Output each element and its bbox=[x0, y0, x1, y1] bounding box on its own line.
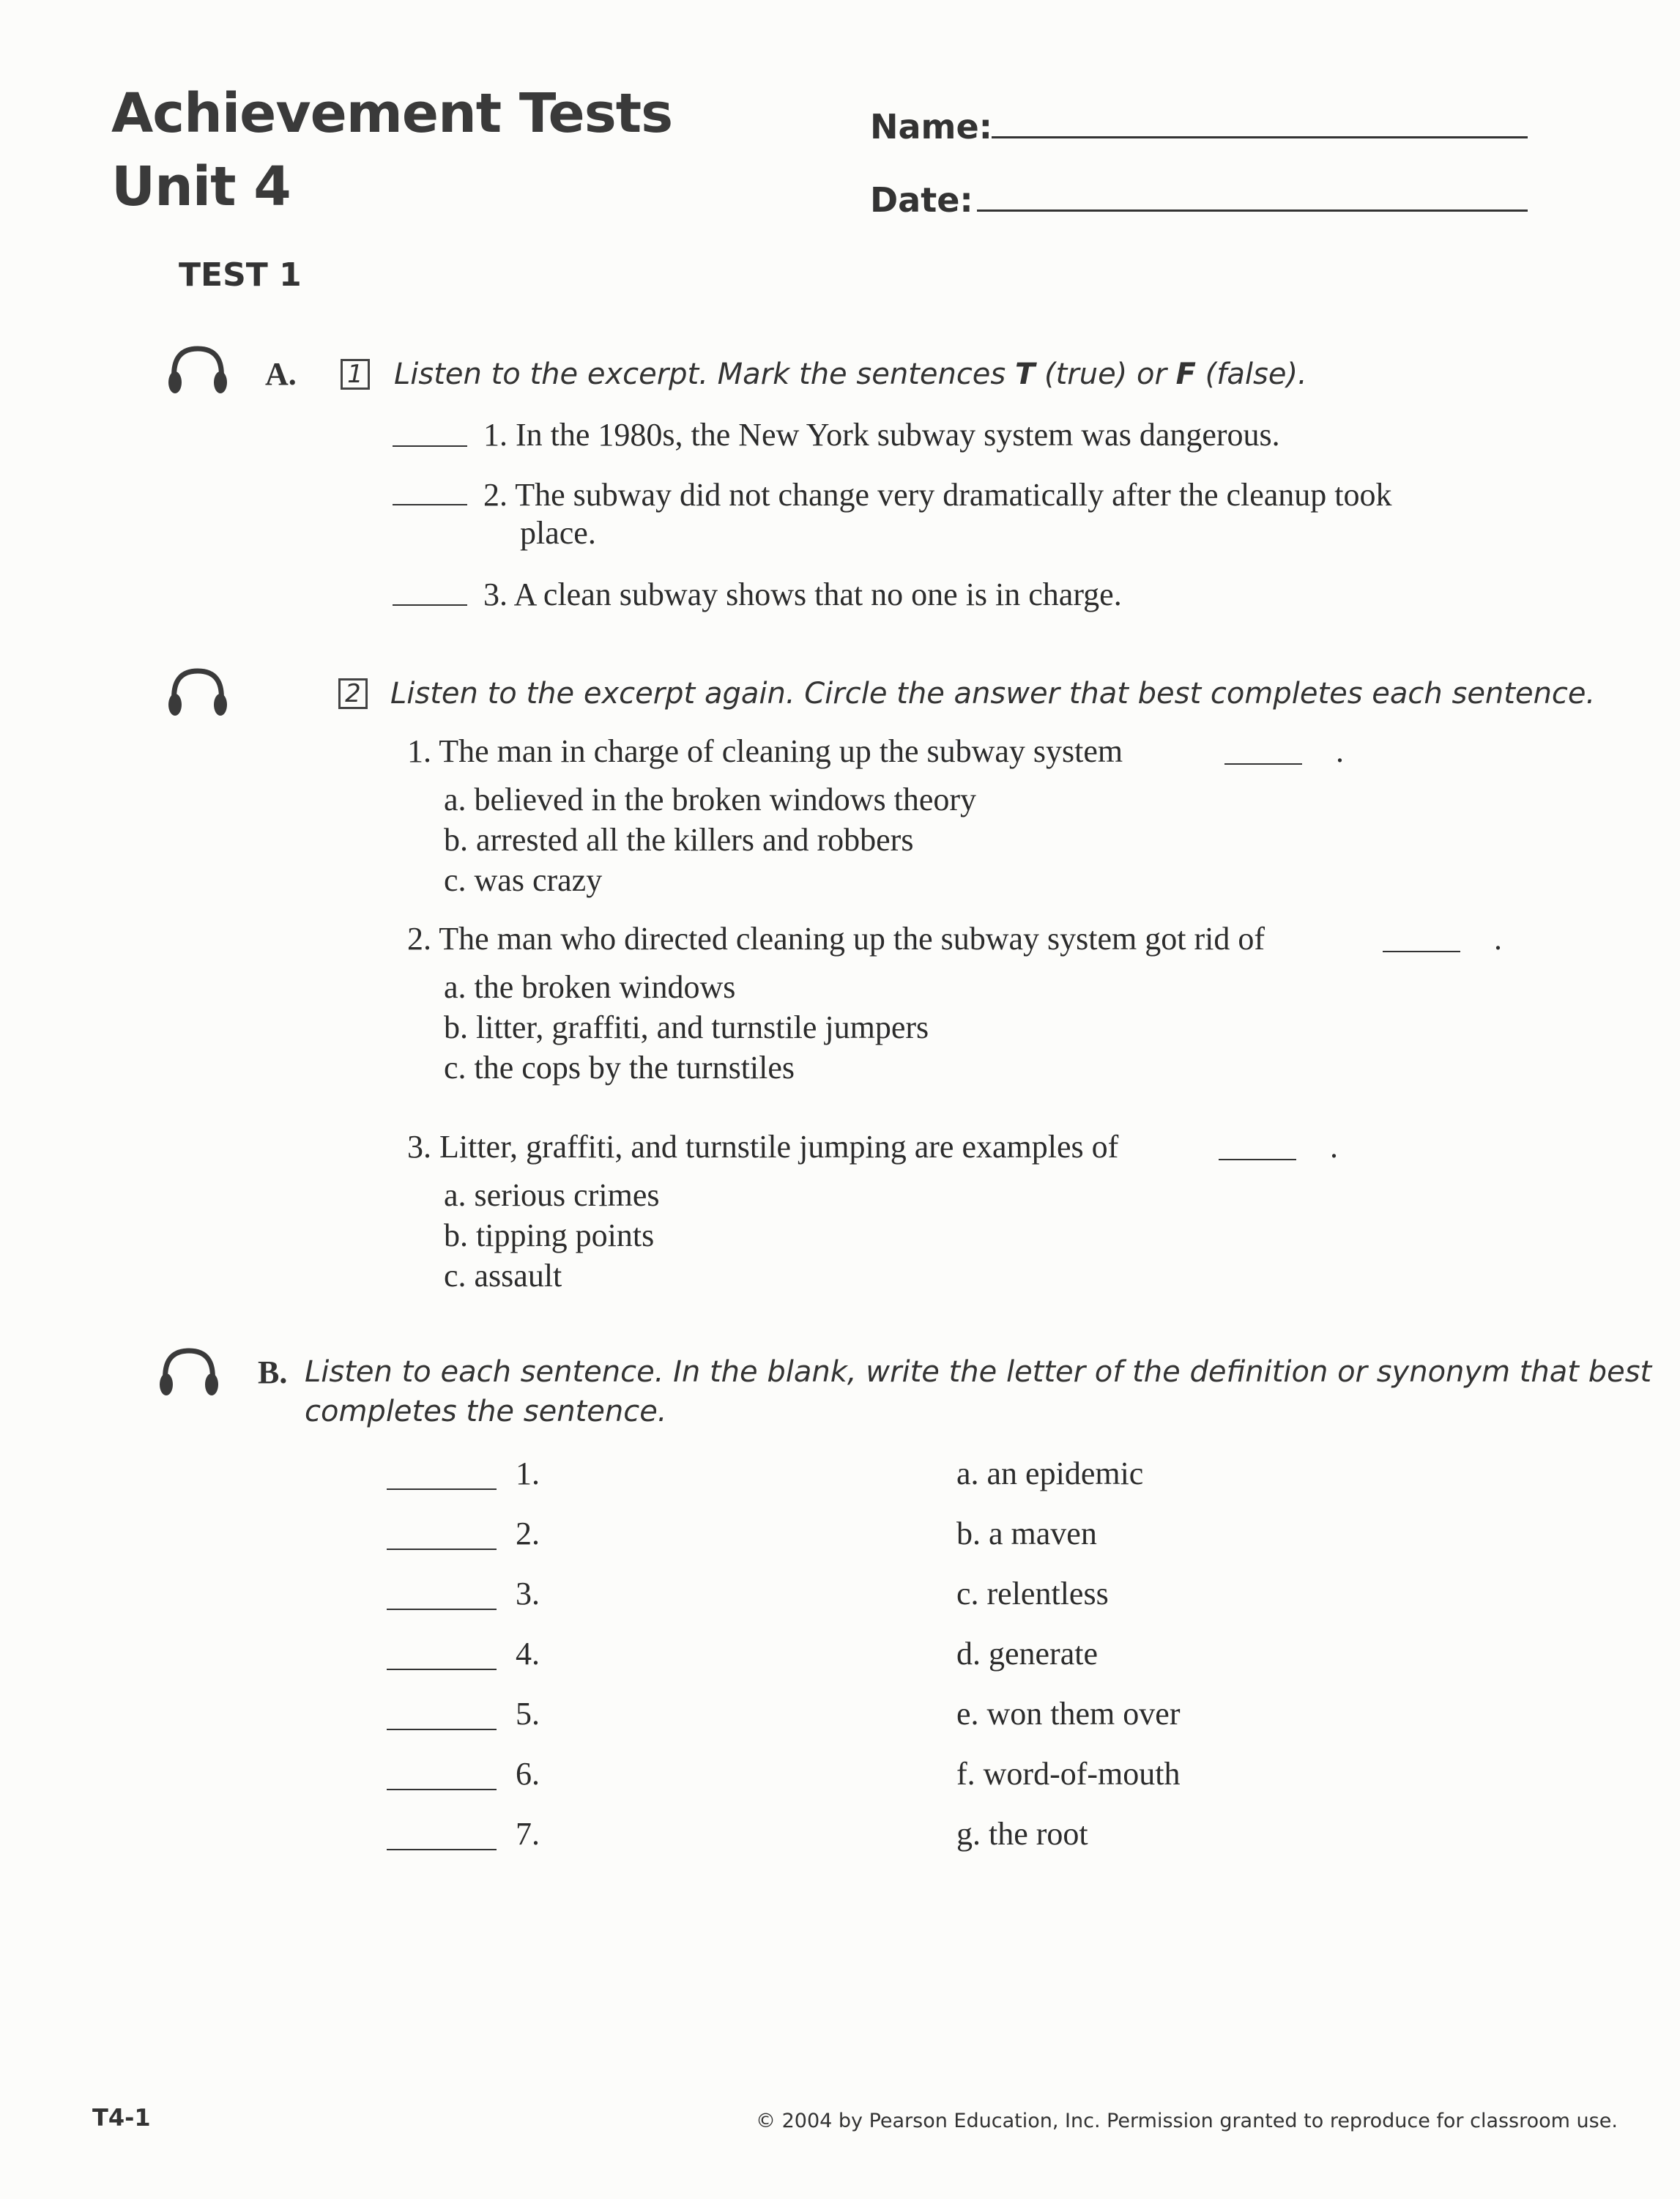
name-label: Name: bbox=[870, 107, 993, 147]
matching-number: 1. bbox=[516, 1456, 540, 1491]
mc-question-1: 1. The man in charge of cleaning up the subway system bbox=[407, 733, 1123, 769]
mc-question-3: 3. Litter, graffiti, and turnstile jumping are examples of bbox=[407, 1129, 1119, 1165]
part-1-instruction: Listen to the excerpt. Mark the sentences T (true) or F (false). bbox=[394, 357, 1307, 391]
matching-choice: g. the root bbox=[956, 1816, 1088, 1852]
mc-question-2: 2. The man who directed cleaning up the subway system got rid of bbox=[407, 921, 1265, 957]
date-field[interactable] bbox=[977, 209, 1528, 212]
mc-option[interactable]: a. believed in the broken windows theory bbox=[444, 782, 977, 817]
part-1-number: 1 bbox=[341, 359, 370, 390]
headphones-icon bbox=[166, 344, 230, 396]
answer-blank[interactable] bbox=[387, 1488, 497, 1490]
mc-option[interactable]: a. serious crimes bbox=[444, 1177, 660, 1213]
period: . bbox=[1330, 1129, 1338, 1165]
matching-number: 6. bbox=[516, 1756, 540, 1792]
mc-option[interactable]: c. assault bbox=[444, 1258, 562, 1294]
matching-number: 7. bbox=[516, 1816, 540, 1852]
matching-choice: f. word-of-mouth bbox=[956, 1756, 1181, 1792]
matching-choice: d. generate bbox=[956, 1636, 1098, 1672]
matching-number: 3. bbox=[516, 1576, 540, 1612]
section-b-instruction-2: completes the sentence. bbox=[305, 1395, 667, 1428]
period: . bbox=[1494, 921, 1502, 957]
period: . bbox=[1336, 733, 1344, 769]
answer-blank[interactable] bbox=[387, 1669, 497, 1670]
headphones-icon bbox=[157, 1346, 221, 1398]
answer-blank[interactable] bbox=[1224, 763, 1302, 765]
section-b-instruction-1: Listen to each sentence. In the blank, write the letter of the definition or synonym that best bbox=[305, 1355, 1652, 1389]
matching-choice: a. an epidemic bbox=[956, 1456, 1144, 1491]
answer-blank[interactable] bbox=[1383, 951, 1460, 952]
part-2-instruction: Listen to the excerpt again. Circle the answer that best completes each sentence. bbox=[390, 677, 1596, 711]
mc-option[interactable]: c. was crazy bbox=[444, 862, 603, 898]
answer-blank[interactable] bbox=[387, 1609, 497, 1610]
copyright: © 2004 by Pearson Education, Inc. Permission granted to reproduce for classroom use. bbox=[756, 2110, 1618, 2132]
matching-choice: c. relentless bbox=[956, 1576, 1109, 1612]
answer-blank[interactable] bbox=[1219, 1159, 1296, 1160]
tf-item-1: 1. In the 1980s, the New York subway system was dangerous. bbox=[483, 417, 1280, 453]
tf-item-2: 2. The subway did not change very dramatically after the cleanup took bbox=[483, 477, 1392, 513]
matching-number: 2. bbox=[516, 1516, 540, 1551]
answer-blank[interactable] bbox=[387, 1729, 497, 1730]
answer-blank[interactable] bbox=[393, 504, 467, 505]
answer-blank[interactable] bbox=[393, 604, 467, 606]
date-label: Date: bbox=[870, 180, 973, 220]
section-a-letter: A. bbox=[265, 356, 297, 392]
mc-option[interactable]: a. the broken windows bbox=[444, 969, 736, 1005]
mc-option[interactable]: b. litter, graffiti, and turnstile jumpers bbox=[444, 1009, 929, 1045]
title-line-1: Achievement Tests bbox=[111, 82, 673, 145]
answer-blank[interactable] bbox=[387, 1849, 497, 1850]
mc-option[interactable]: c. the cops by the turnstiles bbox=[444, 1050, 795, 1086]
part-2-number: 2 bbox=[338, 678, 368, 709]
tf-item-2-cont: place. bbox=[520, 515, 596, 551]
answer-blank[interactable] bbox=[387, 1549, 497, 1550]
answer-blank[interactable] bbox=[393, 445, 467, 447]
matching-choice: b. a maven bbox=[956, 1516, 1097, 1551]
answer-blank[interactable] bbox=[387, 1789, 497, 1790]
section-b-letter: B. bbox=[258, 1354, 288, 1390]
matching-number: 4. bbox=[516, 1636, 540, 1672]
title-line-2: Unit 4 bbox=[111, 155, 291, 218]
test-label: TEST 1 bbox=[179, 256, 302, 294]
tf-item-3: 3. A clean subway shows that no one is in charge. bbox=[483, 576, 1122, 612]
matching-choice: e. won them over bbox=[956, 1696, 1181, 1732]
page-code: T4-1 bbox=[92, 2104, 151, 2132]
mc-option[interactable]: b. arrested all the killers and robbers bbox=[444, 822, 914, 858]
matching-number: 5. bbox=[516, 1696, 540, 1732]
headphones-icon bbox=[166, 667, 230, 718]
name-field[interactable] bbox=[992, 136, 1528, 138]
mc-option[interactable]: b. tipping points bbox=[444, 1217, 655, 1253]
